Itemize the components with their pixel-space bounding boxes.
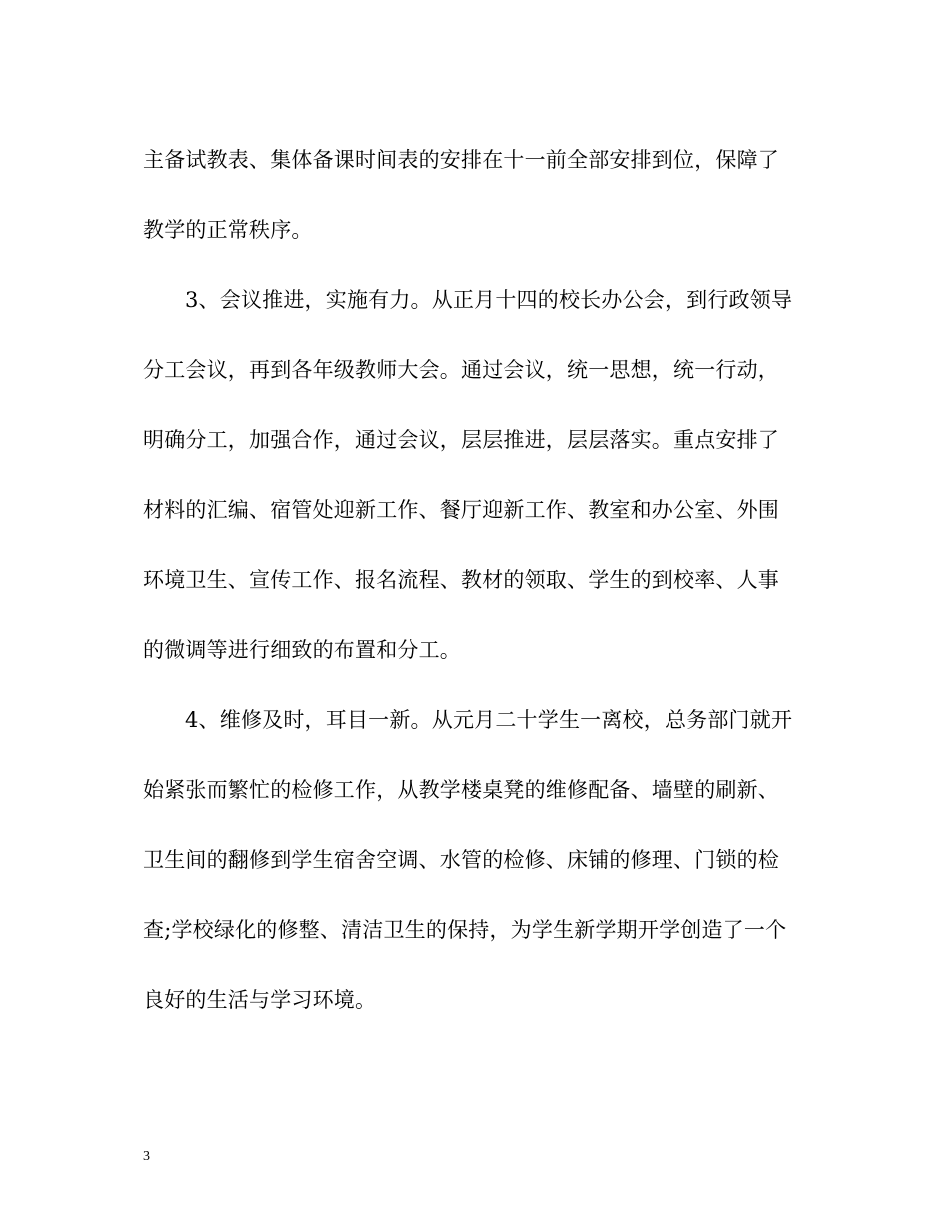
- text-line: 主备试教表、集体备课时间表的安排在十一前全部安排到位，保障了: [143, 148, 779, 172]
- body-text: [143, 138, 808, 1048]
- text-line: 教学的正常秩序。: [143, 218, 313, 242]
- text-line: 材料的汇编、宿管处迎新工作、餐厅迎新工作、教室和办公室、外围: [143, 498, 779, 522]
- text-line: 分工会议，再到各年级教师大会。通过会议，统一思想，统一行动，: [143, 358, 779, 382]
- text-line: 卫生间的翻修到学生宿舍空调、水管的检修、床铺的修理、门锁的检: [143, 848, 779, 872]
- text-line: 环境卫生、宣传工作、报名流程、教材的领取、学生的到校率、人事: [143, 568, 779, 592]
- page-number: 3: [143, 1149, 150, 1164]
- text-line: 明确分工，加强合作，通过会议，层层推进，层层落实。重点安排了: [143, 428, 779, 452]
- paragraph-start-line: 3、会议推进，实施有力。从正月十四的校长办公会，到行政领导: [185, 288, 793, 312]
- text-line: 良好的生活与学习环境。: [143, 988, 377, 1012]
- paragraph-start-line: 4、维修及时，耳目一新。从元月二十学生一离校，总务部门就开: [185, 708, 793, 732]
- text-line: 始紧张而繁忙的检修工作，从教学楼桌凳的维修配备、墙壁的刷新、: [143, 778, 779, 802]
- text-line: 的微调等进行细致的布置和分工。: [143, 638, 461, 662]
- text-line: 查;学校绿化的修整、清洁卫生的保持，为学生新学期开学创造了一个: [143, 918, 787, 942]
